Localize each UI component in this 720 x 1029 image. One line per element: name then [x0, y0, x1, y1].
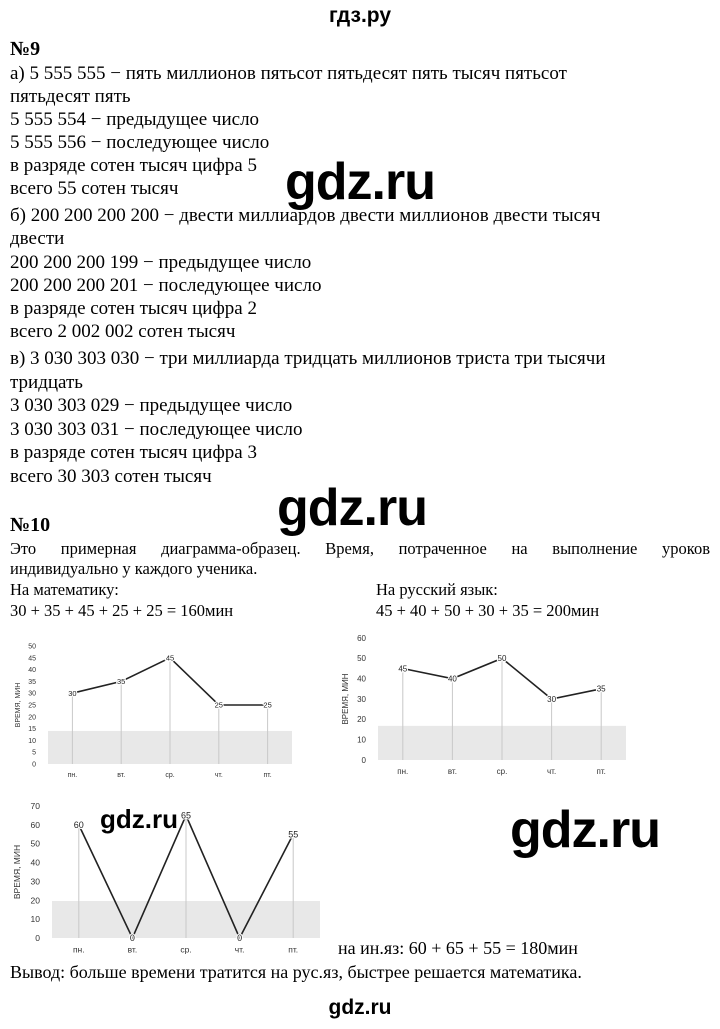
math-time-chart — [10, 638, 300, 783]
x-tick-label: ср. — [180, 944, 192, 955]
y-tick-label: 50 — [357, 654, 366, 664]
y-tick-label: 60 — [357, 633, 366, 643]
task-9-line: всего 55 сотен тысяч — [10, 178, 179, 199]
russian-time-chart — [338, 628, 634, 780]
x-tick-label: пт. — [263, 772, 272, 779]
task-9-line: 3 030 303 029 − предыдущее число — [10, 395, 293, 416]
y-tick-label: 30 — [28, 690, 36, 698]
watermark: gdz.ru — [510, 801, 660, 859]
y-tick-label: 60 — [30, 819, 40, 830]
task-9-line: а) 5 555 555 − пять миллионов пятьсот пятьдесят пять тысяч пятьсот — [10, 63, 567, 84]
x-tick-label: вт. — [127, 944, 138, 955]
site-header: гдз.ру — [328, 4, 392, 27]
y-axis-title: ВРЕМЯ, МИН — [15, 682, 22, 728]
data-label: 25 — [214, 700, 223, 710]
data-label: 30 — [68, 688, 77, 698]
data-label: 50 — [497, 654, 507, 664]
y-tick-label: 40 — [357, 674, 366, 684]
x-tick-label: вт. — [117, 772, 126, 779]
y-tick-label: 10 — [357, 735, 366, 745]
x-tick-label: пт. — [596, 767, 606, 776]
y-tick-label: 35 — [28, 678, 36, 686]
data-label: 35 — [596, 684, 606, 694]
x-tick-label: вт. — [447, 767, 457, 776]
task-10-intro-cont: индивидуально у каждого ученика. — [10, 559, 258, 578]
x-tick-label: ср. — [496, 767, 508, 776]
task-9-line: в разряде сотен тысяч цифра 5 — [10, 155, 257, 176]
x-tick-label: пт. — [288, 944, 299, 955]
y-tick-label: 0 — [361, 755, 366, 765]
x-tick-label: чт. — [234, 944, 245, 955]
task-10-intro: Это примерная диаграмма-образец. Время, потраченное на выполнение уроков — [10, 539, 710, 558]
task-9-line: в) 3 030 303 030 − три миллиарда тридцать миллионов триста три тысячи — [10, 348, 606, 369]
task-10-number: №10 — [10, 514, 51, 536]
task-9-line: всего 2 002 002 сотен тысяч — [10, 321, 236, 342]
y-tick-label: 30 — [357, 694, 366, 704]
data-label: 30 — [547, 694, 557, 704]
data-label: 45 — [165, 653, 175, 663]
watermark: gdz.ru — [285, 153, 435, 211]
y-axis-title: ВРЕМЯ, МИН — [341, 673, 350, 725]
conclusion: Вывод: больше времени тратится на рус.яз, быстрее решается математика. — [10, 962, 582, 982]
y-tick-label: 20 — [28, 714, 36, 722]
english-sum: на ин.яз: 60 + 65 + 55 = 180мин — [338, 938, 578, 958]
data-label: 60 — [73, 820, 84, 831]
data-label: 0 — [237, 933, 243, 944]
watermark: gdz.ru — [277, 479, 427, 537]
data-label: 65 — [180, 810, 192, 821]
task-9-line: тридцать — [10, 372, 83, 393]
task-9-number: №9 — [10, 38, 41, 60]
y-tick-label: 40 — [30, 857, 40, 868]
task-9-line: пятьдесят пять — [10, 86, 131, 107]
task-9-line: 5 555 556 − последующее число — [10, 132, 270, 153]
data-label: 25 — [263, 700, 272, 710]
x-tick-label: пн. — [397, 767, 409, 776]
russian-label: На русский язык: — [376, 580, 498, 599]
task-9-line: всего 30 303 сотен тысяч — [10, 466, 212, 487]
y-tick-label: 10 — [30, 914, 40, 925]
data-label: 0 — [129, 933, 135, 944]
y-tick-label: 20 — [357, 715, 366, 725]
data-label: 35 — [117, 677, 126, 687]
y-tick-label: 5 — [32, 749, 36, 757]
y-tick-label: 45 — [28, 655, 36, 663]
task-9-line: 200 200 200 201 − последующее число — [10, 275, 322, 296]
y-tick-label: 0 — [32, 761, 36, 769]
y-tick-label: 40 — [28, 667, 36, 675]
x-tick-label: пн. — [67, 772, 78, 779]
y-tick-label: 30 — [30, 876, 40, 887]
task-9-line: 3 030 303 031 − последующее число — [10, 419, 303, 440]
math-label: На математику: — [10, 580, 119, 599]
x-tick-label: пн. — [72, 944, 85, 955]
watermark: gdz.ru — [100, 804, 178, 834]
y-tick-label: 50 — [30, 838, 40, 849]
x-tick-label: ср. — [165, 772, 175, 779]
y-tick-label: 15 — [28, 726, 36, 734]
english-time-chart — [10, 796, 330, 956]
task-9-line: б) 200 200 200 200 − двести миллиардов двести миллионов двести тысяч — [10, 205, 601, 226]
y-tick-label: 70 — [30, 800, 40, 811]
data-label: 55 — [288, 829, 299, 840]
task-9-line: в разряде сотен тысяч цифра 2 — [10, 298, 257, 319]
task-9-line: 200 200 200 199 − предыдущее число — [10, 252, 312, 273]
y-axis-title: ВРЕМЯ, МИН — [12, 844, 22, 900]
task-9-line: 5 555 554 − предыдущее число — [10, 109, 260, 130]
x-tick-label: чт. — [547, 767, 557, 776]
y-tick-label: 50 — [28, 643, 36, 651]
math-sum: 30 + 35 + 45 + 25 + 25 = 160мин — [10, 601, 234, 620]
x-tick-label: чт. — [214, 772, 223, 779]
y-tick-label: 10 — [28, 737, 36, 745]
y-tick-label: 0 — [35, 932, 40, 943]
data-label: 40 — [447, 674, 457, 684]
y-tick-label: 25 — [28, 702, 36, 710]
y-tick-label: 20 — [30, 895, 40, 906]
data-label: 45 — [398, 664, 408, 674]
task-9-line: в разряде сотен тысяч цифра 3 — [10, 442, 257, 463]
site-footer: gdz.ru — [328, 996, 392, 1019]
russian-sum: 45 + 40 + 50 + 30 + 35 = 200мин — [376, 601, 600, 620]
task-9-line: двести — [10, 228, 65, 249]
